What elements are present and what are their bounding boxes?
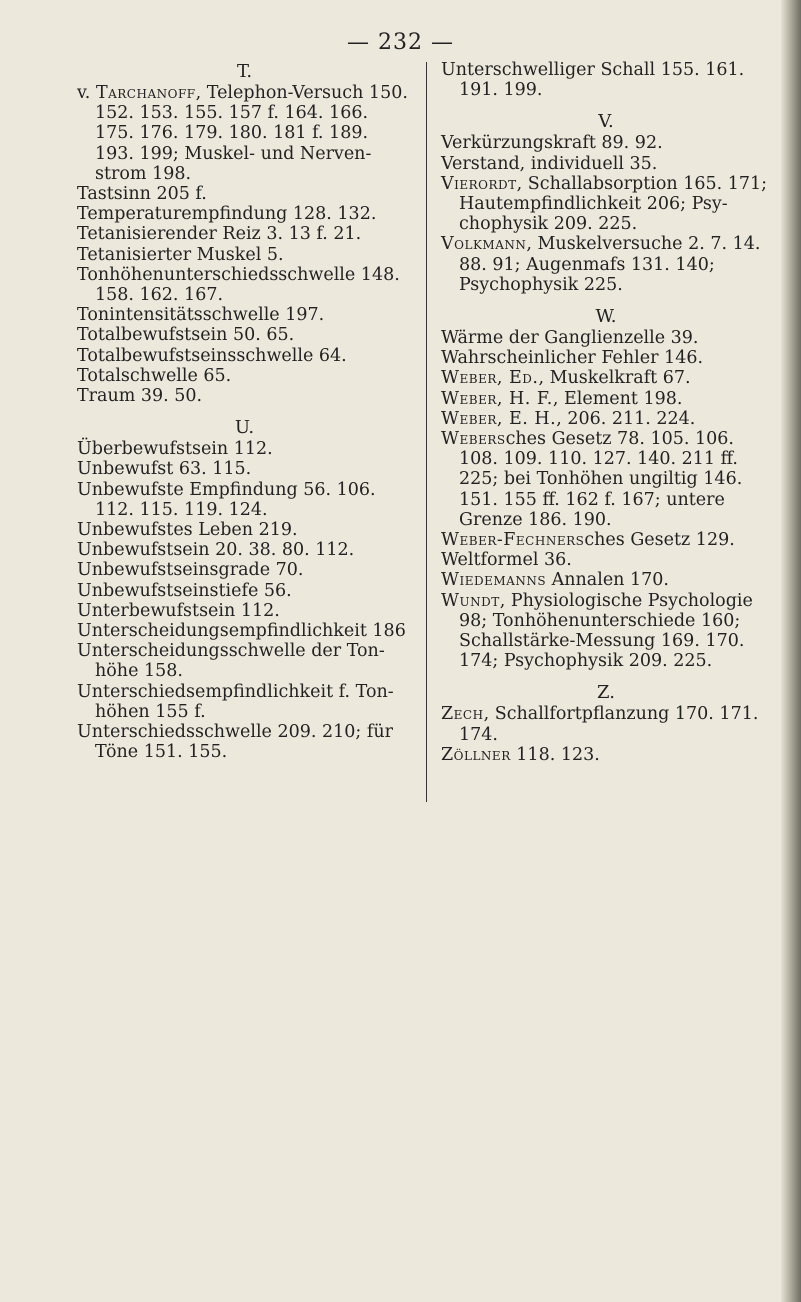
index-entry: Tastsinn 205 f. xyxy=(77,184,207,205)
index-entry: Traum 39. 50. xyxy=(77,386,203,407)
index-entry: Tetanisierter Muskel 5. xyxy=(77,244,284,265)
section-gap xyxy=(441,671,771,681)
index-entry: Unterschiedsschwelle 209. 210; für Töne 151. 155. xyxy=(77,722,393,763)
index-entry-zech: Zech, Schallfortpflanzung 170. 171. 174. xyxy=(441,704,759,745)
index-entry: Unterschwelliger Schall 155. 161. 191. 199. xyxy=(441,60,745,101)
index-entry: Verkürzungskraft 89. 92. xyxy=(441,133,663,154)
page-number: — 232 — xyxy=(347,30,454,55)
section-letter-z: Z. xyxy=(597,682,615,704)
page-edge-shadow xyxy=(781,0,801,1302)
index-entry-weber-eh: Weber, E. H., 206. 211. 224. xyxy=(441,408,696,429)
index-entry: Wahrscheinlicher Fehler 146. xyxy=(441,348,704,369)
index-entry: Tonhöhenunterschiedsschwelle 148. 158. 162. 167. xyxy=(77,264,400,306)
index-entry: Unbewufste Empfindung 56. 106. 112. 115. 119. 124. xyxy=(77,479,376,520)
index-entry: Wärme der Ganglienzelle 39. xyxy=(441,328,699,349)
index-entry-weber-fechner: Weber-Fechnersches Gesetz 129. xyxy=(441,530,735,551)
index-entry-tarchanoff: v. Tarchanoff, Telephon-Versuch 150. 152. 153. 155. 157 f. 164. 166. 175. 176. 179. 180. 181 f. 189. 193. 199; Muskel- und Nerven-strom 198. xyxy=(77,83,408,184)
section-letter-v: V. xyxy=(598,111,614,133)
index-entry-weber-ed: Weber, Ed., Muskelkraft 67. xyxy=(441,368,691,389)
index-entry: Temperaturempfindung 128. 132. xyxy=(77,204,377,225)
index-entry-wiedemanns: Wiedemanns Annalen 170. xyxy=(441,570,669,591)
index-entry: Unbewufst 63. 115. xyxy=(77,459,252,480)
index-entry-weber-hf: Weber, H. F., Element 198. xyxy=(441,388,683,409)
index-entry: Unbewufstseinstiefe 56. xyxy=(77,580,292,601)
section-letter-u: U. xyxy=(234,417,255,439)
section-letter-w: W. xyxy=(595,306,617,328)
index-entry-wundt: Wundt, Physiologische Psychologie 98; Tonhöhenunterschiede 160; Schallstärke-Messung 169. 170. 174; Psychophysik 209. 225. xyxy=(441,590,753,672)
index-column-right xyxy=(441,60,771,765)
index-entry: Totalbewufstseinsschwelle 64. xyxy=(77,345,347,366)
index-entry-webersches-gesetz: Webersches Gesetz 78. 105. 106. 108. 109. 110. 127. 140. 211 ff. 225; bei Tonhöhen ungiltig 146. 151. 155 ff. 162 f. 167; untere Grenze 186. 190. xyxy=(441,429,743,530)
index-entry: Überbewufstsein 112. xyxy=(77,439,273,460)
section-letter-t: T. xyxy=(236,61,253,82)
index-entry-vierordt: Vierordt, Schallabsorption 165. 171; Hautempfindlichkeit 206; Psy-chophysik 209. 225. xyxy=(441,173,768,235)
index-column-left xyxy=(77,60,412,763)
index-entry: Unbewufstseinsgrade 70. xyxy=(77,560,304,581)
section-gap xyxy=(441,100,771,110)
index-entry: Totalbewufstsein 50. 65. xyxy=(77,325,295,346)
index-entry: Unterbewufstsein 112. xyxy=(77,600,280,621)
index-entry: Unterscheidungsschwelle der Ton-höhe 158. xyxy=(77,641,385,682)
section-gap xyxy=(77,406,412,416)
index-entry: Unterscheidungsempfindlichkeit 186 xyxy=(77,621,406,642)
index-entry: Tonintensitätsschwelle 197. xyxy=(77,305,325,326)
index-entry: Tetanisierender Reiz 3. 13 f. 21. xyxy=(77,224,362,245)
index-entry-zoellner: Zöllner 118. 123. xyxy=(441,744,600,765)
column-divider xyxy=(426,62,427,802)
index-entry: Verstand, individuell 35. xyxy=(441,153,658,174)
index-entry: Unterschiedsempfindlichkeit f. Ton-höhen 155 f. xyxy=(77,681,394,722)
index-entry: Unbewufstsein 20. 38. 80. 112. xyxy=(77,540,355,561)
section-gap xyxy=(441,295,771,305)
index-entry-volkmann: Volkmann, Muskelversuche 2. 7. 14. 88. 91; Augenmafs 131. 140; Psychophysik 225. xyxy=(441,234,761,295)
index-entry: Unbewufstes Leben 219. xyxy=(77,520,298,541)
index-entry: Totalschwelle 65. xyxy=(77,365,232,386)
index-entry: Weltformel 36. xyxy=(441,550,572,571)
